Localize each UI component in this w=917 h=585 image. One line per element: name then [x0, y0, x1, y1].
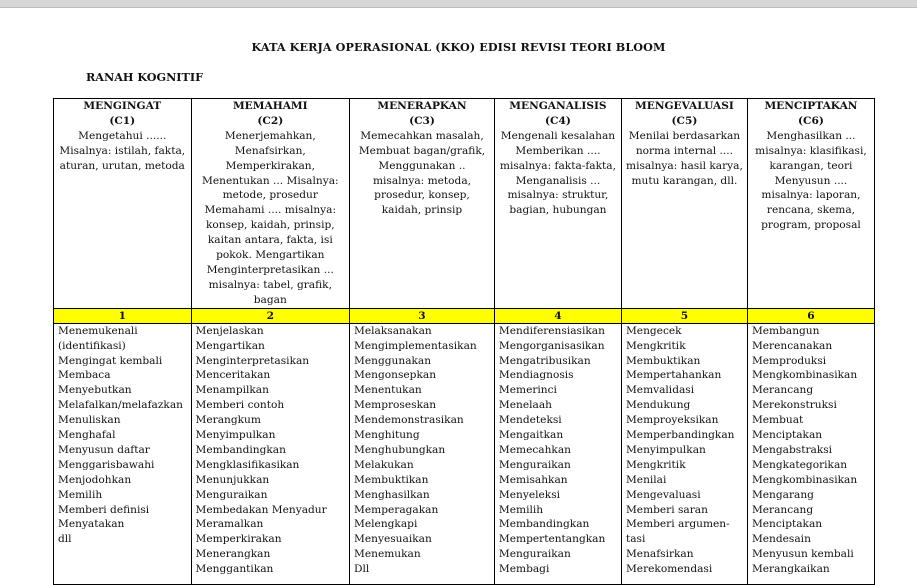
verb-item: (identifikasi) [58, 339, 126, 352]
verb-item: Mengkritik [625, 339, 686, 352]
verb-item: Menilai [625, 473, 667, 486]
verb-item: Menafsirkan [625, 548, 694, 561]
verb-item: Mengkategorikan [751, 458, 848, 471]
verb-item: Memproseskan [354, 399, 437, 412]
verb-item: Mengimplementasikan [354, 339, 477, 352]
verb-item: Membuat [751, 414, 804, 427]
verbs-row [54, 323, 875, 584]
verb-item: Memperkirakan [195, 533, 282, 546]
verb-item: Menggantikan [195, 563, 274, 576]
window-top-edge [0, 0, 917, 8]
verb-item: Menelaah [498, 399, 552, 412]
column-number: 3 [350, 308, 495, 323]
verb-item: Menjelaskan [195, 324, 264, 337]
column-number: 6 [747, 308, 874, 323]
level-name: MENCIPTAKAN [764, 100, 858, 112]
verb-item: Merancang [751, 384, 814, 397]
kko-table [53, 98, 875, 585]
verb-item: Membuktikan [625, 354, 701, 367]
verb-item: Menggunakan [354, 354, 432, 367]
document-title: KATA KERJA OPERASIONAL (KKO) EDISI REVISI TEORI BLOOM [251, 40, 666, 54]
verb-item: Merekonstruksi [751, 399, 837, 412]
verb-item: Mengaitkan [498, 429, 564, 442]
verb-item: Menguraikan [498, 548, 571, 561]
verb-item: Menggarisbawahi [58, 458, 155, 471]
verb-item: Menyimpulkan [195, 429, 276, 442]
header-cell-c1 [54, 99, 192, 309]
column-number: 5 [621, 308, 747, 323]
verb-item: Membandingkan [195, 443, 286, 456]
verb-item: Mengecek [625, 324, 682, 337]
verb-item: Merekomendasi [625, 563, 713, 576]
verb-item: Memberi argumen- [625, 518, 730, 531]
level-name: MENERAPKAN [377, 100, 467, 112]
verb-item: Menyebutkan [58, 384, 132, 397]
verb-item: Menceritakan [195, 369, 271, 382]
level-description: Menilai berdasarkan norma internal .... misalnya: hasil karya, mutu karangan, dll. [626, 129, 743, 187]
verb-item: Menjodohkan [58, 473, 132, 486]
verb-item: Merangkaikan [751, 563, 830, 576]
verb-item: Mengorganisasikan [498, 339, 605, 352]
verb-item: Menyimpulkan [625, 443, 706, 456]
verb-item: Menciptakan [751, 518, 823, 531]
level-code: (C2) [257, 114, 284, 127]
verb-item: Memperagakan [354, 503, 439, 516]
verb-item: Mengartikan [195, 339, 265, 352]
verb-item: Menemukenali [58, 324, 138, 337]
verb-item: Memproyeksikan [625, 414, 719, 427]
verb-item: Memerinci [498, 384, 557, 397]
verb-item: Menuliskan [58, 414, 121, 427]
verb-item: Memberi contoh [195, 399, 285, 412]
verb-item: Menguraikan [498, 458, 571, 471]
verb-item: Mengklasifikasikan [195, 458, 300, 471]
verb-item: Merencanakan [751, 339, 833, 352]
verb-item: Mendemonstrasikan [354, 414, 464, 427]
level-code: (C6) [798, 114, 824, 127]
verb-item: Mengonsepkan [354, 369, 437, 382]
level-name: MENGEVALUASI [635, 100, 734, 112]
verb-item: Memisahkan [498, 473, 568, 486]
verb-item: Mengabstraksi [751, 443, 833, 456]
verb-item: Menerangkan [195, 548, 271, 561]
verb-item: Menguraikan [195, 488, 268, 501]
level-code: (C5) [671, 114, 698, 127]
level-description: Mengenali kesalahan Memberikan .... misalnya: fakta-fakta, Menganalisis ... misalnya: struktur, bagian, hubungan [499, 129, 616, 217]
verb-item: Memproduksi [751, 354, 827, 367]
verb-item: Memperbandingkan [625, 429, 735, 442]
verb-item: Menghitung [354, 429, 420, 442]
verb-item: Menyusun kembali [751, 548, 854, 561]
verb-item: Menyeleksi [498, 488, 561, 501]
verb-item: Mendiagnosis [498, 369, 574, 382]
verb-item: Membuktikan [354, 473, 429, 486]
level-name: MEMAHAMI [232, 100, 308, 112]
verb-list-c1 [54, 323, 192, 584]
level-code: (C1) [109, 114, 136, 127]
verb-item: Memberi saran [625, 503, 708, 516]
verb-item: Mengkombinasikan [751, 473, 858, 486]
level-description: Memecahkan masalah, Membuat bagan/grafik, Menggunakan .. misalnya: metoda, prosedur, konsep, kaidah, prinsip [358, 129, 486, 217]
verb-item: Memecahkan [498, 443, 571, 456]
header-cell-c6 [747, 99, 874, 309]
header-cell-c2 [191, 99, 350, 309]
verb-list-c3 [350, 323, 495, 584]
section-title: RANAH KOGNITIF [86, 70, 204, 84]
level-description: Mengetahui ...... Misalnya: istilah, fakta, aturan, urutan, metoda [59, 129, 186, 172]
verb-item: Menunjukkan [195, 473, 270, 486]
header-cell-c3 [350, 99, 495, 309]
verb-item: Mengingat kembali [58, 354, 163, 367]
level-name: MENGANALISIS [509, 100, 607, 112]
verb-item: Membangun [751, 324, 820, 337]
level-description: Menghasilkan ... misalnya: klasifikasi, karangan, teori Menyusun .... misalnya: laporan, rencana, skema, program, proposal [755, 129, 867, 232]
header-row [54, 99, 875, 309]
verb-item: Menginterpretasikan [195, 354, 310, 367]
column-number: 2 [191, 308, 350, 323]
verb-item: Memilih [58, 488, 103, 501]
verb-item: Melengkapi [354, 518, 418, 531]
verb-item: Merangkum [195, 414, 261, 427]
verb-item: Dll [354, 563, 370, 576]
verb-item: Mengatribusikan [498, 354, 591, 367]
column-number: 1 [54, 308, 192, 323]
verb-item: Memilih [498, 503, 544, 516]
level-code: (C4) [545, 114, 571, 127]
verb-item: Menyesuaikan [354, 533, 432, 546]
verb-item: Memvalidasi [625, 384, 695, 397]
verb-item: Mengkombinasikan [751, 369, 858, 382]
verb-item: Menghubungkan [354, 443, 446, 456]
verb-list-c4 [494, 323, 621, 584]
verb-item: Membagi [498, 563, 550, 576]
verb-item: Mengevaluasi [625, 488, 701, 501]
verb-item: tasi [625, 533, 646, 546]
verb-item: Memberi definisi [58, 503, 150, 516]
verb-item: Membandingkan [498, 518, 590, 531]
level-description: Menerjemahkan, Menafsirkan, Memperkirakan, Menentukan ... Misalnya: metode, prosedur Memahami .... misalnya: konsep, kaidah, prinsip, kaitan antara, fakta, isi pokok. Mengartikan Menginterpretasikan ... misalnya: tabel, grafik, bagan [202, 129, 339, 306]
verb-item: Menghasilkan [354, 488, 430, 501]
verb-item: Mempertahankan [625, 369, 722, 382]
verb-item: Menyusun daftar [58, 443, 150, 456]
verb-item: Merancang [751, 503, 814, 516]
verb-item: Mendukung [625, 399, 691, 412]
verb-item: Menemukan [354, 548, 421, 561]
verb-item: Membedakan Menyadur [195, 503, 327, 516]
verb-item: Membaca [58, 369, 111, 382]
verb-item: Menampilkan [195, 384, 269, 397]
header-cell-c4 [494, 99, 621, 309]
verb-item: Melakukan [354, 458, 414, 471]
verb-item: Mendesain [751, 533, 811, 546]
verb-list-c6 [747, 323, 874, 584]
column-number: 4 [494, 308, 621, 323]
verb-item: Menyatakan [58, 518, 125, 531]
header-cell-c5 [621, 99, 747, 309]
level-name: MENGINGAT [83, 100, 162, 112]
verb-item: Melaksanakan [354, 324, 432, 337]
level-code: (C3) [409, 114, 435, 127]
verb-item: Menciptakan [751, 429, 823, 442]
verb-item: Menentukan [354, 384, 422, 397]
verb-item: Mengkritik [625, 458, 686, 471]
verb-item: Mendeteksi [498, 414, 562, 427]
verb-item: Melafalkan/melafazkan [58, 399, 183, 412]
verb-list-c2 [191, 323, 350, 584]
verb-item: Menghafal [58, 429, 116, 442]
number-row [54, 308, 875, 323]
verb-item: dll [58, 533, 72, 546]
verb-item: Meramalkan [195, 518, 264, 531]
verb-list-c5 [621, 323, 747, 584]
verb-item: Mendiferensiasikan [498, 324, 605, 337]
verb-item: Mempertentangkan [498, 533, 606, 546]
verb-item: Mengarang [751, 488, 814, 501]
